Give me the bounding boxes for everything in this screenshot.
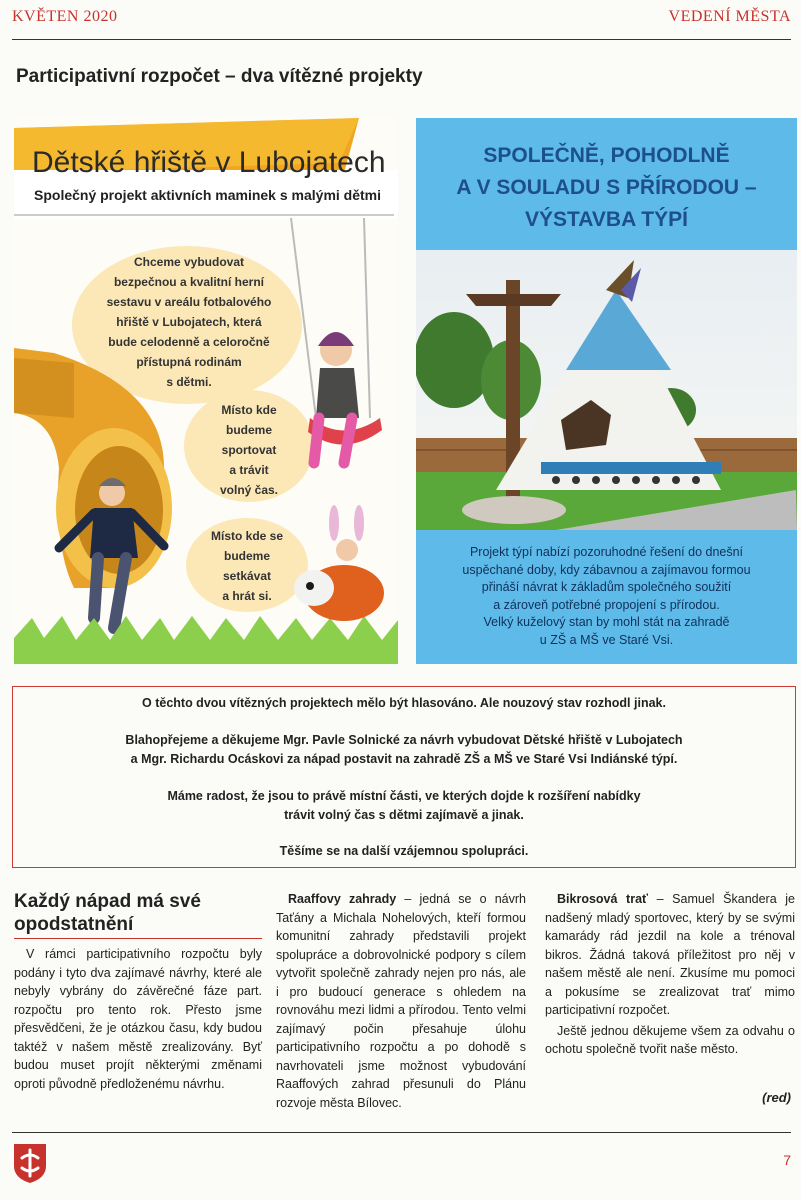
teepee-panel xyxy=(416,118,797,664)
section-name: VEDENÍ MĚSTA xyxy=(668,8,791,25)
column-3-text: Bikrosová trať – Samuel Škandera je nadšený mladý sportovec, který by se svými kamarády rád jezdil na kole a trénoval bikros. Žádná taková příležitost pro něj v našem městě ale není. Zkusíme mu pomoci a pokusíme se zrealizovat trať mimo participativní rozpočet. Ještě jednou děkujeme všem za odvahu o ochotu společně tvořit naše město. xyxy=(545,892,795,1056)
teepee-photo xyxy=(416,250,797,530)
playground-panel xyxy=(14,118,398,664)
column-2-text: Raaffovy zahrady – jedná se o návrh Taťány a Michala Nohelových, kteří formou komunitní zahrady představili projekt spolupráce a dobrovolnické podpory s cílem vytvořit společně zahrady nejen pro nás, ale i pro budoucí generace s ohledem na rovnováhu mezi lidmi a přírodou. Tento velmi zajímavý počin přesahuje úlohu participativního rozpočtu a po dohodě s navrhovateli jsme možnost vybudování Raaffových zahrad přesunuli do Plánu rozvoje města Bílovec. xyxy=(276,892,526,1110)
article-title: Participativní rozpočet – dva vítězné projekty xyxy=(16,66,423,87)
notice-p4: Těšíme se na další vzájemnou spolupráci. xyxy=(279,844,529,858)
bikros-lead: Bikrosová trať xyxy=(557,892,649,906)
issue-date: KVĚTEN 2020 xyxy=(12,8,118,25)
header-rule xyxy=(12,39,791,40)
column-1-text: V rámci participativního rozpočtu byly podány i tyto dva zajímavé návrhy, které ale nebyly vybrány do závěrečné fáze part. rozpočtu pro tento rok. Přesto jsme přesvědčeni, že je otázkou času, kdy budou taktéž v našem městě zrealizovány. Byť budou muset projít některými změnami oproti původně předloženému návrhu. xyxy=(14,947,262,1091)
notice-p2: Blahopřejeme a děkujeme Mgr. Pavle Solnické za návrh vybudovat Dětské hřiště v Lubojatech a Mgr. Richardu Ocáskovi za nápad postavit na zahradě ZŠ a MŠ ve Staré Vsi Indiánské týpí. xyxy=(125,733,683,766)
footer-rule xyxy=(12,1132,791,1133)
playground-illustration xyxy=(14,118,398,664)
heading-rule xyxy=(14,938,262,939)
notice-p3: Máme radost, že jsou to právě místní části, ve kterých dojde k rozšíření nabídky trávit volný čas s dětmi zajímavě a jinak. xyxy=(167,789,641,822)
page-header xyxy=(12,6,791,30)
teepee-title: SPOLEČNĚ, POHODLNĚ A V SOULADU S PŘÍRODOU – VÝSTAVBA TÝPÍ xyxy=(456,144,757,231)
page-number: 7 xyxy=(783,1152,791,1168)
playground-title: Dětské hřiště v Lubojatech xyxy=(32,146,386,179)
playground-subtitle: Společný projekt aktivních maminek s malými dětmi xyxy=(34,187,382,203)
column-1-heading: Každý nápad má své opodstatnění xyxy=(14,891,201,935)
teepee-description: Projekt týpí nabízí pozoruhodné řešení do dnešní uspěchané doby, kdy zábavnou a zajímavou formou přináší návrat k základům společného soužití a zároveň potřebné propojení s přírodou. Velký kuželový stan by mohl stát na zahradě u ZŠ a MŠ ve Staré Vsi. xyxy=(462,545,751,647)
bubble-2-text: Místo kde budeme sportovat a trávit volný čas. xyxy=(219,403,279,497)
notice-box xyxy=(12,686,796,868)
author-signature: (red) xyxy=(762,1090,791,1105)
notice-p1: O těchto dvou vítězných projektech mělo být hlasováno. Ale nouzový stav rozhodl jinak. xyxy=(142,696,666,710)
raaffovy-lead: Raaffovy zahrady xyxy=(288,892,397,906)
city-coat-of-arms-icon xyxy=(12,1142,48,1184)
bubble-3-text: Místo kde se budeme setkávat a hrát si. xyxy=(210,529,284,603)
bubble-1-text: Chceme vybudovat bezpečnou a kvalitní herní sestavu v areálu fotbalového hřiště v Lubojatech, která bude celodenně a celoročně přístupná rodinám s dětmi. xyxy=(106,255,272,389)
